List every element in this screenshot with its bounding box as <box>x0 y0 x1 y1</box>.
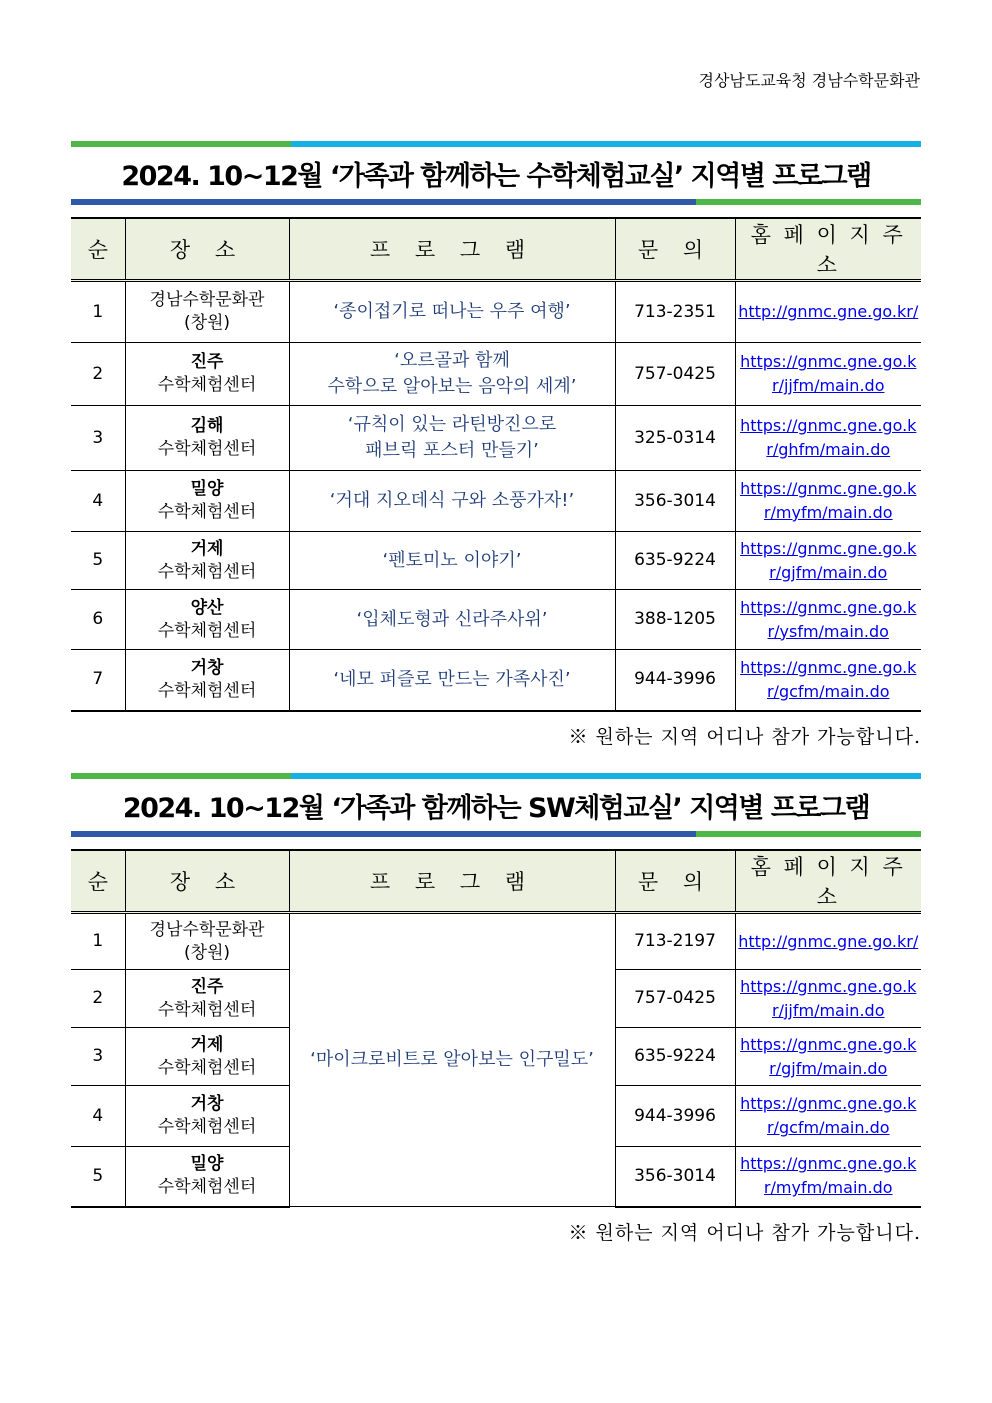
row-number: 5 <box>71 1147 125 1207</box>
row-number: 1 <box>71 281 125 343</box>
title-top-bar <box>71 773 921 779</box>
contact-number: 325-0314 <box>615 406 735 471</box>
header-contact: 문 의 <box>615 850 735 913</box>
section-title: 2024. 10~12월 ‘가족과 함께하는 SW체험교실’ 지역별 프로그램 <box>122 792 870 824</box>
place-name: 김해 <box>190 416 224 436</box>
contact-number: 713-2351 <box>615 281 735 343</box>
contact-number: 757-0425 <box>615 343 735 406</box>
program-cell <box>289 281 615 343</box>
table-header-row <box>71 850 921 913</box>
participation-note: ※ 원하는 지역 어디나 참가 가능합니다. <box>568 725 921 748</box>
program-cell <box>289 532 615 590</box>
place-sub: (창원) <box>183 942 231 963</box>
table-row <box>71 650 921 711</box>
program-line: 패브릭 포스터 만들기’ <box>365 440 539 461</box>
contact-number: 713-2197 <box>615 913 735 970</box>
place-sub: 수학체험센터 <box>157 1177 257 1198</box>
table-row <box>71 471 921 532</box>
table-row <box>71 406 921 471</box>
place-sub: 수학체험센터 <box>157 561 257 582</box>
header-program: 프 로 그 램 <box>289 218 615 281</box>
place-name: 거창 <box>190 1094 224 1114</box>
homepage-link[interactable]: https://gnmc.gne.go.kr/jjfm/main.do <box>735 970 921 1028</box>
place-sub: 수학체험센터 <box>157 999 257 1020</box>
place-cell <box>125 406 289 471</box>
place-cell <box>125 1147 289 1207</box>
header-homepage: 홈 페 이 지 주 소 <box>735 850 921 913</box>
contact-number: 388-1205 <box>615 590 735 650</box>
table-row <box>71 343 921 406</box>
place-name: 양산 <box>190 597 224 618</box>
section-title: 2024. 10~12월 ‘가족과 함께하는 수학체험교실’ 지역별 프로그램 <box>121 160 871 192</box>
header-no: 순 <box>71 218 125 281</box>
program-line: ‘거대 지오데식 구와 소풍가자!’ <box>329 490 575 511</box>
place-sub: 수학체험센터 <box>157 375 257 395</box>
place-name: 거제 <box>190 1034 224 1055</box>
sw-program-table <box>71 849 921 1208</box>
program-line: ‘규칙이 있는 라틴방진으로 <box>347 414 557 435</box>
math-program-section <box>71 141 921 749</box>
header-program: 프 로 그 램 <box>289 850 615 913</box>
program-line: 수학으로 알아보는 음악의 세계’ <box>327 376 577 397</box>
contact-number: 635-9224 <box>615 532 735 590</box>
place-sub: 수학체험센터 <box>157 680 257 701</box>
place-name: 거창 <box>190 657 224 678</box>
math-program-table <box>71 217 921 712</box>
row-number: 1 <box>71 913 125 970</box>
homepage-link[interactable]: http://gnmc.gne.go.kr/ <box>735 913 921 970</box>
contact-number: 757-0425 <box>615 970 735 1028</box>
program-line: ‘네모 퍼즐로 만드는 가족사진’ <box>333 668 571 690</box>
place-name: 경남수학문화관 <box>149 919 265 940</box>
place-cell <box>125 471 289 532</box>
place-sub: 수학체험센터 <box>157 439 257 459</box>
table-row <box>71 281 921 343</box>
program-cell <box>289 343 615 406</box>
row-number: 4 <box>71 471 125 532</box>
place-cell <box>125 650 289 711</box>
place-cell <box>125 343 289 406</box>
homepage-link[interactable]: https://gnmc.gne.go.kr/gcfm/main.do <box>735 650 921 711</box>
place-cell <box>125 970 289 1028</box>
table-row <box>71 913 921 970</box>
homepage-link[interactable]: https://gnmc.gne.go.kr/jjfm/main.do <box>735 343 921 406</box>
program-cell <box>289 406 615 471</box>
place-cell <box>125 913 289 970</box>
homepage-link[interactable]: https://gnmc.gne.go.kr/gcfm/main.do <box>735 1086 921 1147</box>
contact-number: 356-3014 <box>615 471 735 532</box>
contact-number: 356-3014 <box>615 1147 735 1207</box>
place-sub: 수학체험센터 <box>157 1057 257 1078</box>
place-name: 거제 <box>190 538 224 559</box>
title-bottom-bar <box>71 199 921 205</box>
row-number: 6 <box>71 590 125 650</box>
program-line: ‘펜토미노 이야기’ <box>382 549 522 571</box>
homepage-link[interactable]: https://gnmc.gne.go.kr/myfm/main.do <box>735 1147 921 1207</box>
homepage-link[interactable]: https://gnmc.gne.go.kr/ghfm/main.do <box>735 406 921 471</box>
place-cell <box>125 1028 289 1086</box>
row-number: 4 <box>71 1086 125 1147</box>
table-row <box>71 532 921 590</box>
place-sub: 수학체험센터 <box>157 1117 257 1137</box>
homepage-link[interactable]: https://gnmc.gne.go.kr/gjfm/main.do <box>735 532 921 590</box>
place-cell <box>125 532 289 590</box>
place-sub: 수학체험센터 <box>157 502 257 522</box>
title-top-bar <box>71 141 921 147</box>
program-cell <box>289 650 615 711</box>
program-line: ‘입체도형과 신라주사위’ <box>356 608 548 630</box>
row-number: 3 <box>71 1028 125 1086</box>
sw-program-section <box>71 773 921 1245</box>
row-number: 5 <box>71 532 125 590</box>
row-number: 7 <box>71 650 125 711</box>
header-place: 장 소 <box>125 218 289 281</box>
program-line: ‘오르골과 함께 <box>394 350 510 371</box>
homepage-link[interactable]: https://gnmc.gne.go.kr/gjfm/main.do <box>735 1028 921 1086</box>
program-cell <box>289 590 615 650</box>
contact-number: 635-9224 <box>615 1028 735 1086</box>
header-homepage: 홈 페 이 지 주 소 <box>735 218 921 281</box>
row-number: 3 <box>71 406 125 471</box>
place-cell <box>125 590 289 650</box>
row-number: 2 <box>71 343 125 406</box>
place-cell <box>125 281 289 343</box>
homepage-link[interactable]: https://gnmc.gne.go.kr/ysfm/main.do <box>735 590 921 650</box>
contact-number: 944-3996 <box>615 650 735 711</box>
place-cell <box>125 1086 289 1147</box>
title-bottom-bar <box>71 831 921 837</box>
homepage-link[interactable]: http://gnmc.gne.go.kr/ <box>735 281 921 343</box>
header-no: 순 <box>71 850 125 913</box>
program-cell <box>289 471 615 532</box>
participation-note: ※ 원하는 지역 어디나 참가 가능합니다. <box>568 1221 921 1244</box>
row-number: 2 <box>71 970 125 1028</box>
program-cell: ‘마이크로비트로 알아보는 인구밀도’ <box>289 913 615 1207</box>
table-row <box>71 590 921 650</box>
table-header-row <box>71 218 921 281</box>
header-place: 장 소 <box>125 850 289 913</box>
header-contact: 문 의 <box>615 218 735 281</box>
contact-number: 944-3996 <box>615 1086 735 1147</box>
place-sub: 수학체험센터 <box>157 620 257 641</box>
homepage-link[interactable]: https://gnmc.gne.go.kr/myfm/main.do <box>735 471 921 532</box>
place-sub: (창원) <box>183 313 231 333</box>
place-name: 경남수학문화관 <box>149 290 265 310</box>
organization-name: 경상남도교육청 경남수학문화관 <box>698 71 920 90</box>
place-name: 진주 <box>190 352 224 372</box>
program-line: ‘종이접기로 떠나는 우주 여행’ <box>333 301 571 322</box>
place-name: 밀양 <box>190 1154 224 1175</box>
place-name: 진주 <box>190 976 224 997</box>
place-name: 밀양 <box>190 479 224 499</box>
